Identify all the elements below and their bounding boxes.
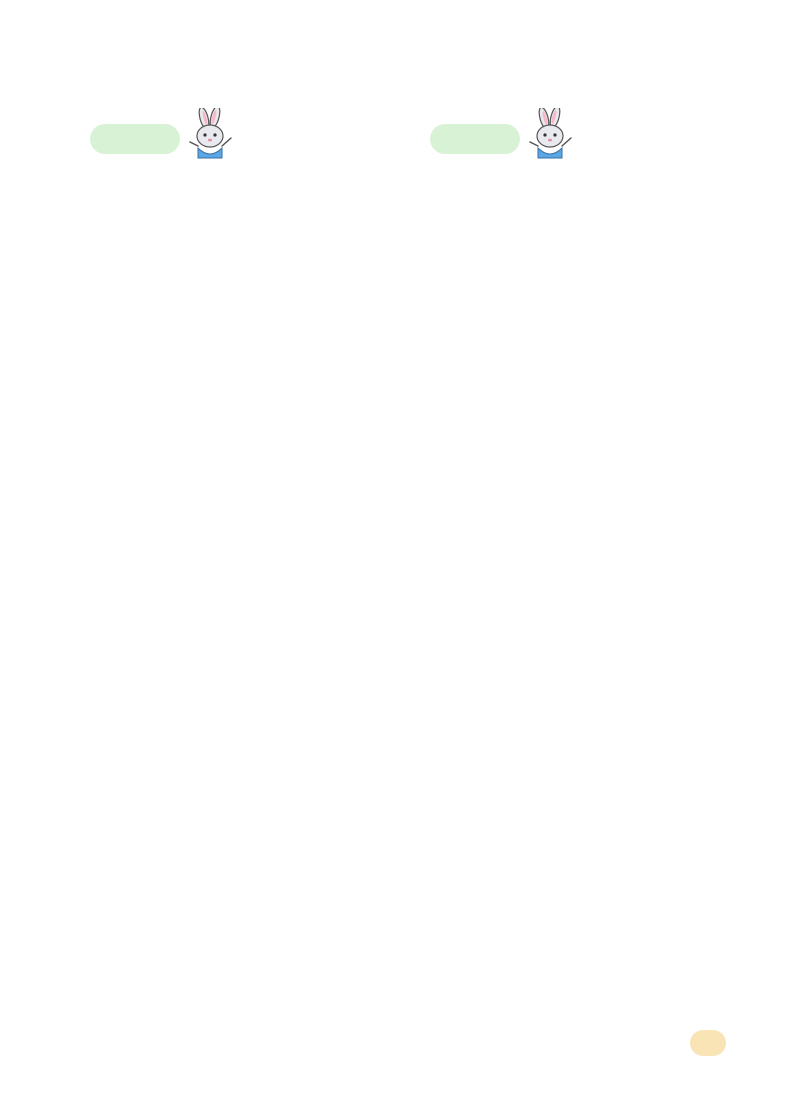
unit-9-heading (436, 122, 776, 162)
heading-highlight (430, 124, 520, 154)
bottom-flower-border (0, 1018, 680, 1068)
bunny-mascot-icon (524, 108, 576, 160)
heading-highlight (90, 124, 180, 154)
top-dotted-border (0, 0, 800, 50)
left-column (96, 92, 396, 176)
page-number (690, 1030, 726, 1056)
unit-8-heading (96, 122, 396, 162)
right-column (436, 92, 776, 176)
bunny-mascot-icon (184, 108, 236, 160)
